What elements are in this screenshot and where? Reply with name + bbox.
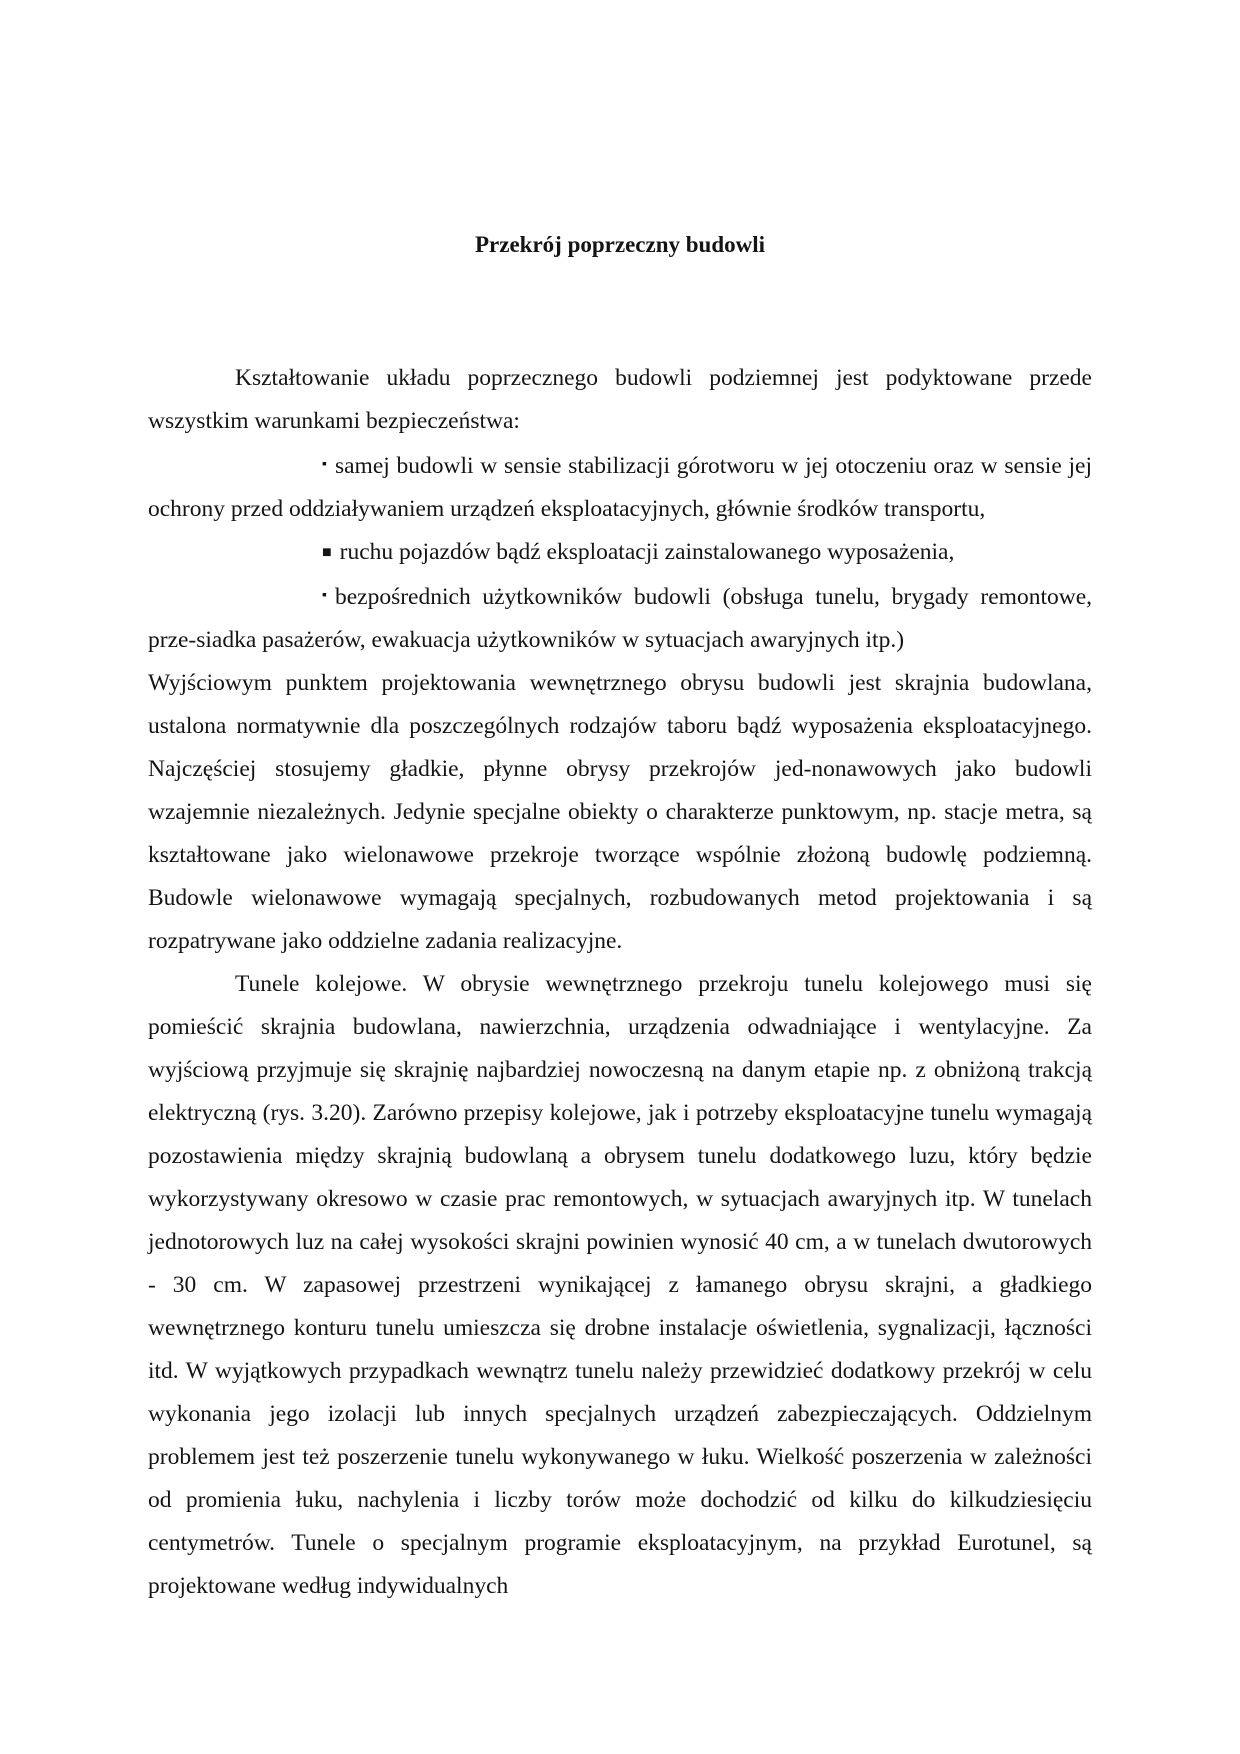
bullet-text: bezpośrednich użytkowników budowli (obsługa tunelu, brygady remontowe, prze-siadka pasażerów, ewakuacja użytkowników w sytuacjach awaryjnych itp.) bbox=[148, 584, 1092, 653]
bullet-text: samej budowli w sensie stabilizacji górotworu w jej otoczeniu oraz w sensie jej ochrony przed oddziaływaniem urządzeń eksploatacyjnych, głównie środków transportu, bbox=[148, 453, 1092, 522]
bullet-item bbox=[148, 443, 1092, 531]
bullet-item bbox=[148, 574, 1092, 662]
bullet-item bbox=[148, 531, 1092, 574]
body-paragraph: Tunele kolejowe. W obrysie wewnętrznego przekroju tunelu kolejowego musi się pomieścić skrajnia budowlana, nawierzchnia, urządzenia odwadniające i wentylacyjne. Za wyjściową przyjmuje się skrajnię najbardziej nowoczesną na danym etapie np. z obniżoną trakcją elektryczną (rys. 3.20). Zarówno przepisy kolejowe, jak i potrzeby eksploatacyjne tunelu wymagają pozostawienia między skrajnią budowlaną a obrysem tunelu dodatkowego luzu, który będzie wykorzystywany okresowo w czasie prac remontowych, w sytuacjach awaryjnych itp. W tunelach jednotorowych luz na całej wysokości skrajni powinien wynosić 40 cm, a w tunelach dwutorowych - 30 cm. W zapasowej przestrzeni wynikającej z łamanego obrysu skrajni, a gładkiego wewnętrznego konturu tunelu umieszcza się drobne instalacje oświetlenia, sygnalizacji, łączności itd. W wyjątkowych przypadkach wewnątrz tunelu należy przewidzieć dodatkowy przekrój w celu wykonania jego izolacji lub innych specjalnych urządzeń zabezpieczających. Oddzielnym problemem jest też poszerzenie tunelu wykonywanego w łuku. Wielkość poszerzenia w zależności od promienia łuku, nachylenia i liczby torów może dochodzić od kilku do kilkudziesięciu centymetrów. Tunele o specjalnym programie eksploatacyjnym, na przykład Eurotunel, są projektowane według indywidualnych bbox=[148, 971, 1092, 1599]
document-title: Przekrój poprzeczny budowli bbox=[474, 232, 765, 257]
intro-paragraph: Kształtowanie układu poprzecznego budowli podziemnej jest podyktowane przede wszystkim warunkami bezpieczeństwa: bbox=[148, 365, 1092, 434]
bullet-square-small-icon: ▪ bbox=[322, 588, 327, 603]
bullet-square-icon: ■ bbox=[322, 544, 332, 561]
bullet-text: ruchu pojazdów bądź eksploatacji zainstalowanego wyposażenia, bbox=[339, 539, 955, 565]
document-body bbox=[148, 357, 1092, 1608]
bullet-square-small-icon: ▪ bbox=[322, 457, 327, 472]
body-paragraph: Wyjściowym punktem projektowania wewnętrznego obrysu budowli jest skrajnia budowlana, ustalona normatywnie dla poszczególnych rodzajów taboru bądź wyposażenia eksploatacyjnego. Najczęściej stosujemy gładkie, płynne obrysy przekrojów jed-nonawowych jako budowli wzajemnie niezależnych. Jedynie specjalne obiekty o charakterze punktowym, np. stacje metra, są kształtowane jako wielonawowe przekroje tworzące wspólnie złożoną budowlę podziemną. Budowle wielonawowe wymagają specjalnych, rozbudowanych metod projektowania i są rozpatrywane jako oddzielne zadania realizacyjne. bbox=[148, 670, 1092, 954]
